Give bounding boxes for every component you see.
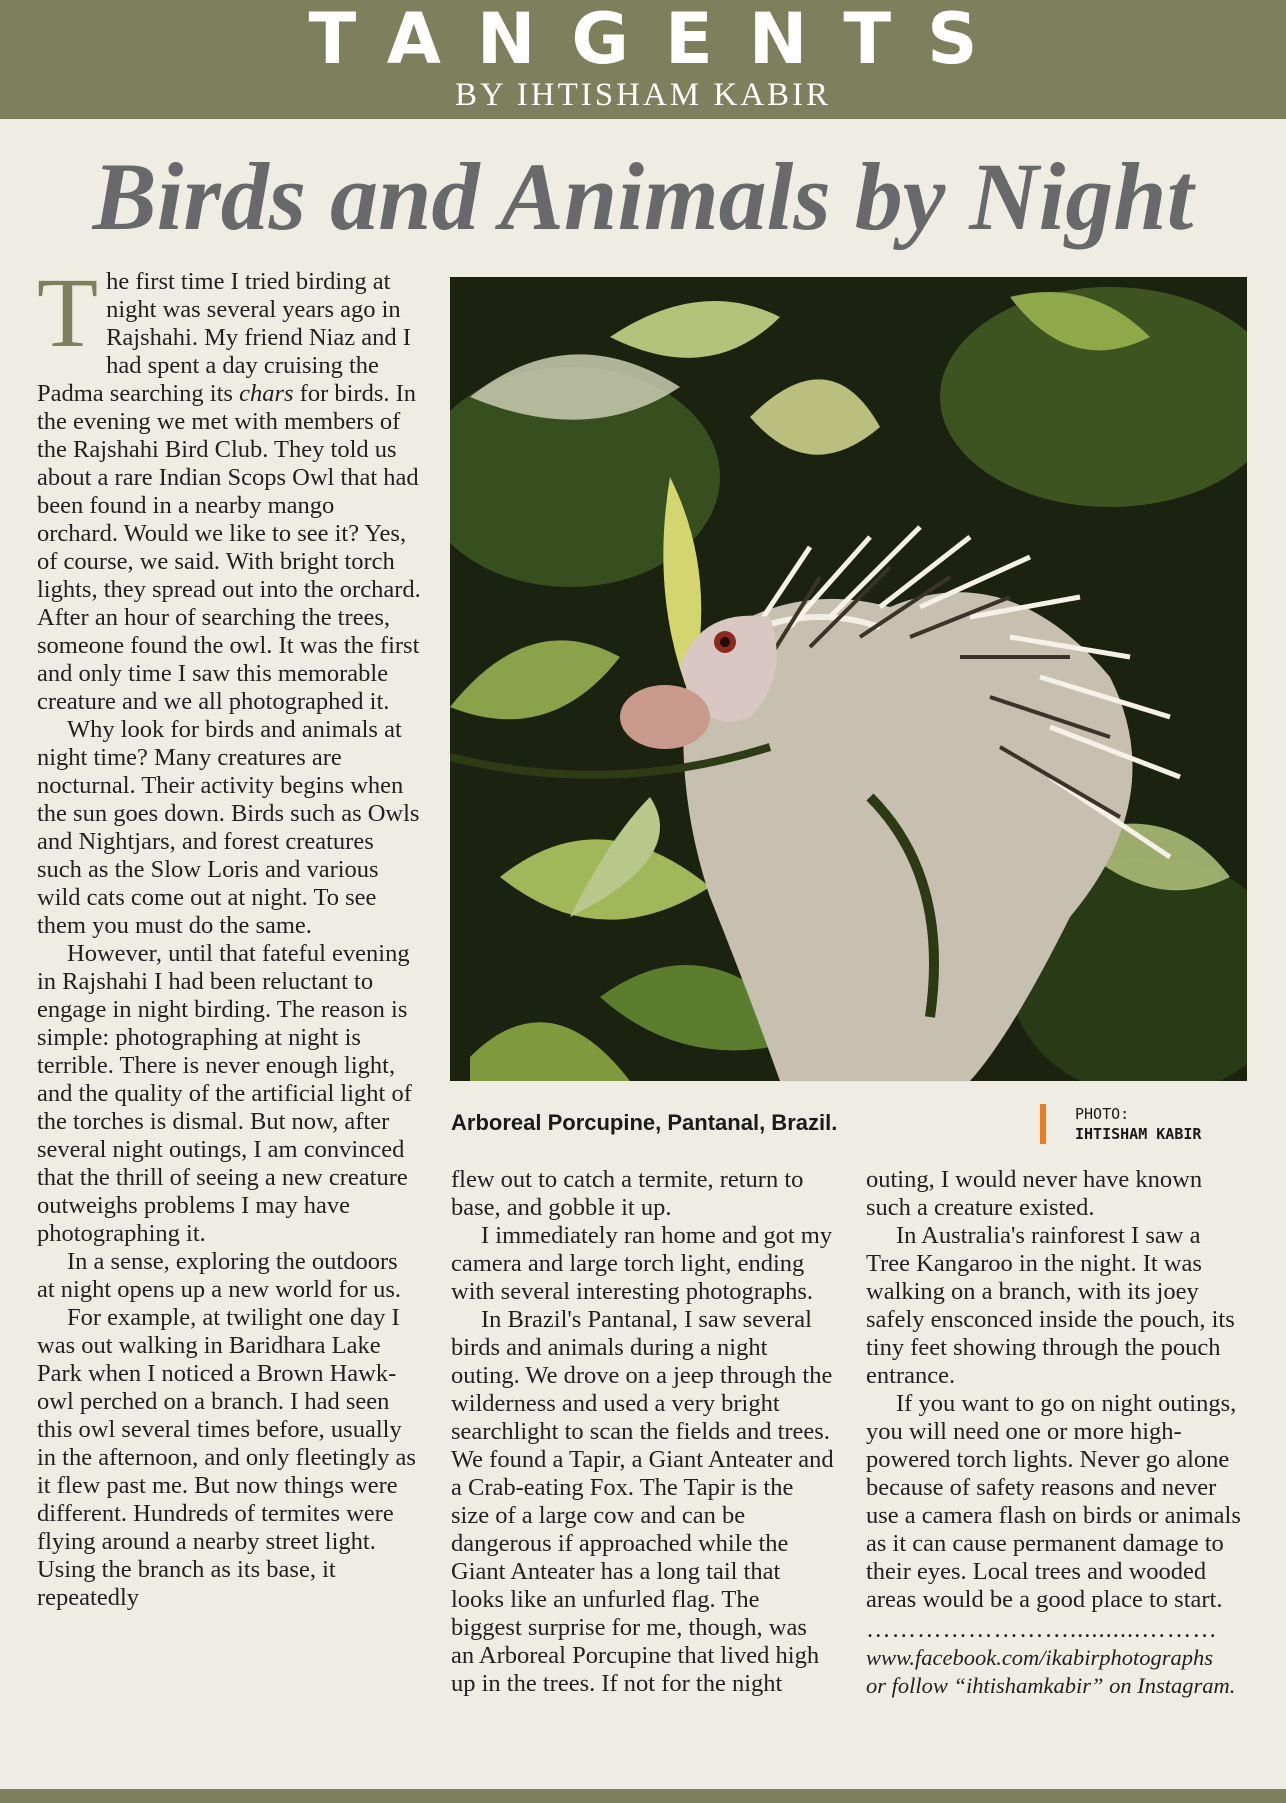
paragraph-7: In Brazil's Pantanal, I saw several birds and animals during a night outing. We drove on a jeep through the wilderness and used a very bright searchlight to scan the fields and trees. We found a Tapir, a Giant Anteater and a Crab-eating Fox. The Tapir is the size of a large cow and can be dangerous if approached while the Giant Anteater has a long tail that looks like an unfurled flag. The biggest surprise for me, though, was an Arboreal Porcupine that lived high up in the trees. If not for the night xyxy=(451,1306,834,1697)
paragraph-5: For example, at twilight one day I was out walking in Baridhara Lake Park when I noticed a Brown Hawk-owl perched on a branch. I had seen this owl several times before, usually in the afternoon, and only fleetingly as it flew past me. But now things were different. Hundreds of termites were flying around a nearby street light. Using the branch as its base, it repeatedly xyxy=(37,1304,416,1611)
paragraph-1 xyxy=(37,257,421,716)
drop-cap: T xyxy=(37,257,99,368)
paragraph-9: If you want to go on night outings, you will need one or more high-powered torch lights. Never go alone because of safety reasons and never use a camera flash on birds or animals as it can cause permanent damage to their eyes. Local trees and wooded areas would be a good place to start. xyxy=(866,1390,1241,1613)
photo-credit-label: PHOTO: xyxy=(1075,1105,1130,1123)
dotted-separator: ……………………..........……… xyxy=(866,1616,1218,1643)
paragraph-4: In a sense, exploring the outdoors at night opens up a new world for us. xyxy=(37,1248,402,1303)
paragraph-7-continued: outing, I would never have known such a creature existed. xyxy=(866,1166,1203,1221)
article-column-2 xyxy=(451,1166,835,1698)
paragraph-1-end: for birds. In the evening we met with members of the Rajshahi Bird Club. They told us about a rare Indian Scops Owl that had been found in a nearby mango orchard. Would we like to see it? Yes, of course, we said. With bright torch lights, they spread out into the orchard. After an hour of searching the trees, someone found the owl. It was the first and only time I saw this memorable creature and we all photographed it. xyxy=(37,380,421,715)
social-follow-note: or follow “ihtishamkabir” on Instagram. xyxy=(866,1673,1236,1698)
footer-bar xyxy=(0,1789,1286,1803)
paragraph-5-continued: flew out to catch a termite, return to base, and gobble it up. xyxy=(451,1166,804,1221)
social-link[interactable]: www.facebook.com/ikabirphotographs xyxy=(866,1645,1214,1670)
paragraph-1-italic: chars xyxy=(239,380,294,407)
photo-credit xyxy=(1075,1104,1255,1144)
paragraph-3: However, until that fateful evening in Rajshahi I had been reluctant to engage in night birding. The reason is simple: photographing at night is terrible. There is never enough light, and the quality of the artificial light of the torches is dismal. But now, after several night outings, I am convinced that the thrill of seeing a new creature outweighs problems I may have photographing it. xyxy=(37,940,412,1247)
porcupine-photo-illustration xyxy=(450,277,1247,1081)
credit-accent-bar xyxy=(1040,1104,1046,1144)
photo-credit-name: IHTISHAM KABIR xyxy=(1075,1125,1202,1143)
masthead-title: TANGENTS xyxy=(308,0,1014,80)
porcupine-photo xyxy=(450,277,1247,1081)
paragraph-6: I immediately ran home and got my camera and large torch light, ending with several interesting photographs. xyxy=(451,1222,833,1305)
photo-caption: Arboreal Porcupine, Pantanal, Brazil. xyxy=(451,1110,838,1135)
paragraph-1-start: he first time I tried birding at night was several years ago in Rajshahi. My friend Niaz and I had spent a day cruising the Padma searching its xyxy=(37,268,411,407)
paragraph-8: In Australia's rainforest I saw a Tree Kangaroo in the night. It was walking on a branch, with its joey safely ensconced inside the pouch, its tiny feet showing through the pouch entrance. xyxy=(866,1222,1235,1389)
masthead xyxy=(0,0,1286,119)
article-column-1 xyxy=(37,257,421,1612)
paragraph-2: Why look for birds and animals at night time? Many creatures are nocturnal. Their activity begins when the sun goes down. Birds such as Owls and Nightjars, and forest creatures such as the Slow Loris and various wild cats come out at night. To see them you must do the same. xyxy=(37,716,420,939)
masthead-byline: BY IHTISHAM KABIR xyxy=(454,77,832,113)
article-title: Birds and Animals by Night xyxy=(92,143,1194,250)
article-column-3 xyxy=(866,1166,1250,1700)
